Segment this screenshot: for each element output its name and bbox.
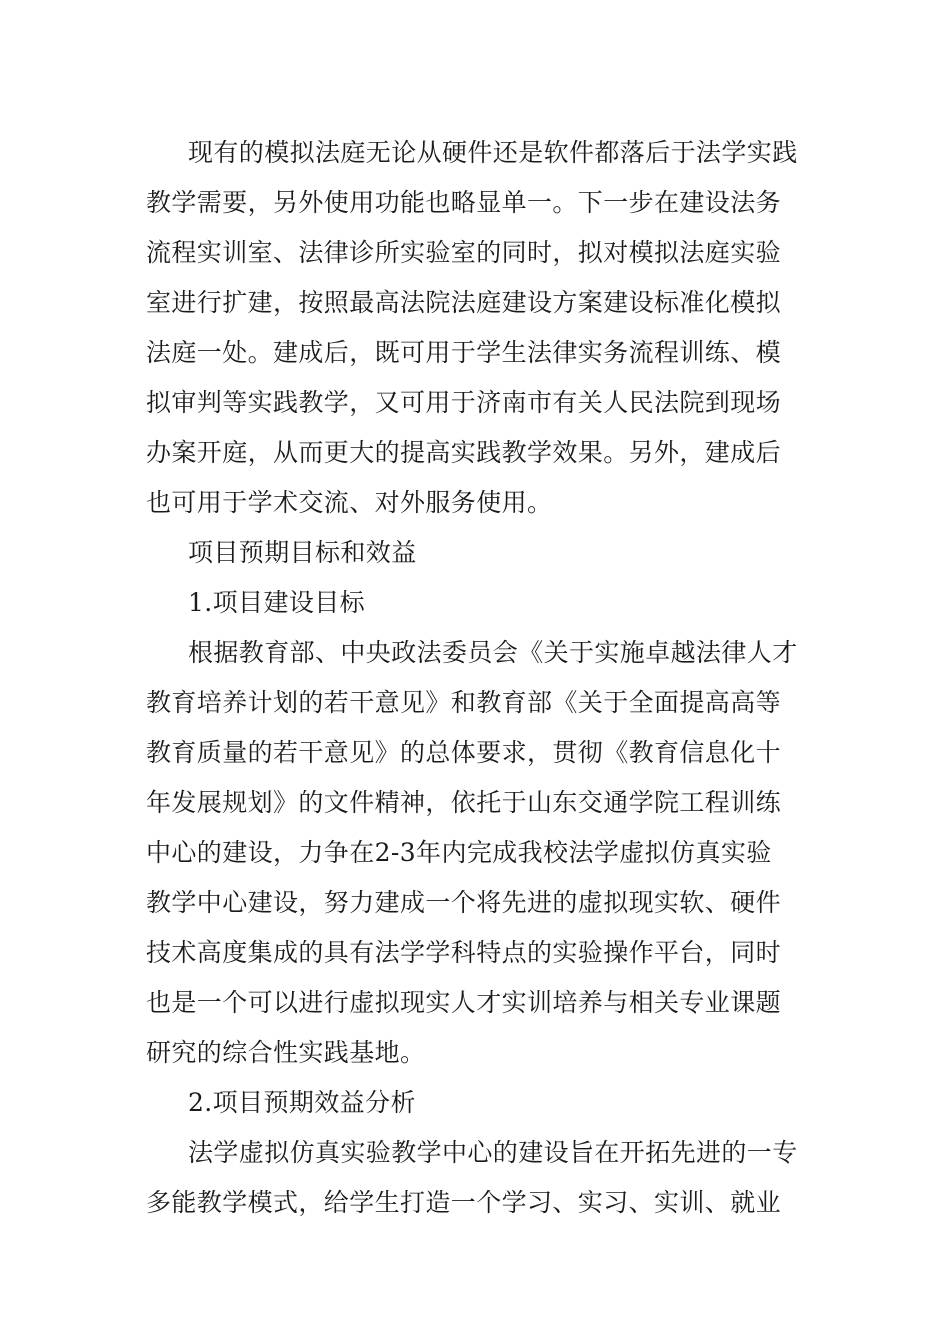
text-line: 法庭一处。建成后，既可用于学生法律实务流程训练、模 xyxy=(146,338,782,367)
text-line: 室进行扩建，按照最高法院法庭建设方案建设标准化模拟 xyxy=(146,288,782,317)
text-line: 教育培养计划的若干意见》和教育部《关于全面提高高等 xyxy=(146,688,782,717)
document-page xyxy=(146,128,808,1228)
heading-line: 项目预期目标和效益 xyxy=(188,538,417,567)
text-line: 拟审判等实践教学，又可用于济南市有关人民法院到现场 xyxy=(146,388,782,417)
text-line: 技术高度集成的具有法学学科特点的实验操作平台，同时 xyxy=(146,938,782,967)
text-line: 也是一个可以进行虚拟现实人才实训培养与相关专业课题 xyxy=(146,988,782,1017)
text-line: 中心的建设，力争在2-3年内完成我校法学虚拟仿真实验 xyxy=(146,838,772,867)
text-line: 也可用于学术交流、对外服务使用。 xyxy=(146,488,553,517)
text-line: 多能教学模式，给学生打造一个学习、实习、实训、就业 xyxy=(146,1188,782,1217)
subheading-benefit-analysis xyxy=(146,1078,808,1128)
text-line: 教学中心建设，努力建成一个将先进的虚拟现实软、硬件 xyxy=(146,888,782,917)
text-line: 现有的模拟法庭无论从硬件还是软件都落后于法学实践 xyxy=(188,138,798,167)
text-line: 研究的综合性实践基地。 xyxy=(146,1038,426,1067)
text-line: 教育质量的若干意见》的总体要求，贯彻《教育信息化十 xyxy=(146,738,782,767)
subheading-construction-goal xyxy=(146,578,808,628)
paragraph-construction-goal xyxy=(146,628,808,1078)
text-line: 教学需要，另外使用功能也略显单一。下一步在建设法务 xyxy=(146,188,782,217)
heading-line: 2.项目预期效益分析 xyxy=(188,1088,416,1117)
paragraph-moot-court xyxy=(146,128,808,528)
section-heading-goals-benefits xyxy=(146,528,808,578)
heading-line: 1.项目建设目标 xyxy=(188,588,366,617)
text-line: 法学虚拟仿真实验教学中心的建设旨在开拓先进的一专 xyxy=(188,1138,798,1167)
text-line: 根据教育部、中央政法委员会《关于实施卓越法律人才 xyxy=(188,638,798,667)
text-line: 办案开庭，从而更大的提高实践教学效果。另外，建成后 xyxy=(146,438,782,467)
text-line: 流程实训室、法律诊所实验室的同时，拟对模拟法庭实验 xyxy=(146,238,782,267)
paragraph-benefit-analysis xyxy=(146,1128,808,1228)
text-line: 年发展规划》的文件精神，依托于山东交通学院工程训练 xyxy=(146,788,782,817)
